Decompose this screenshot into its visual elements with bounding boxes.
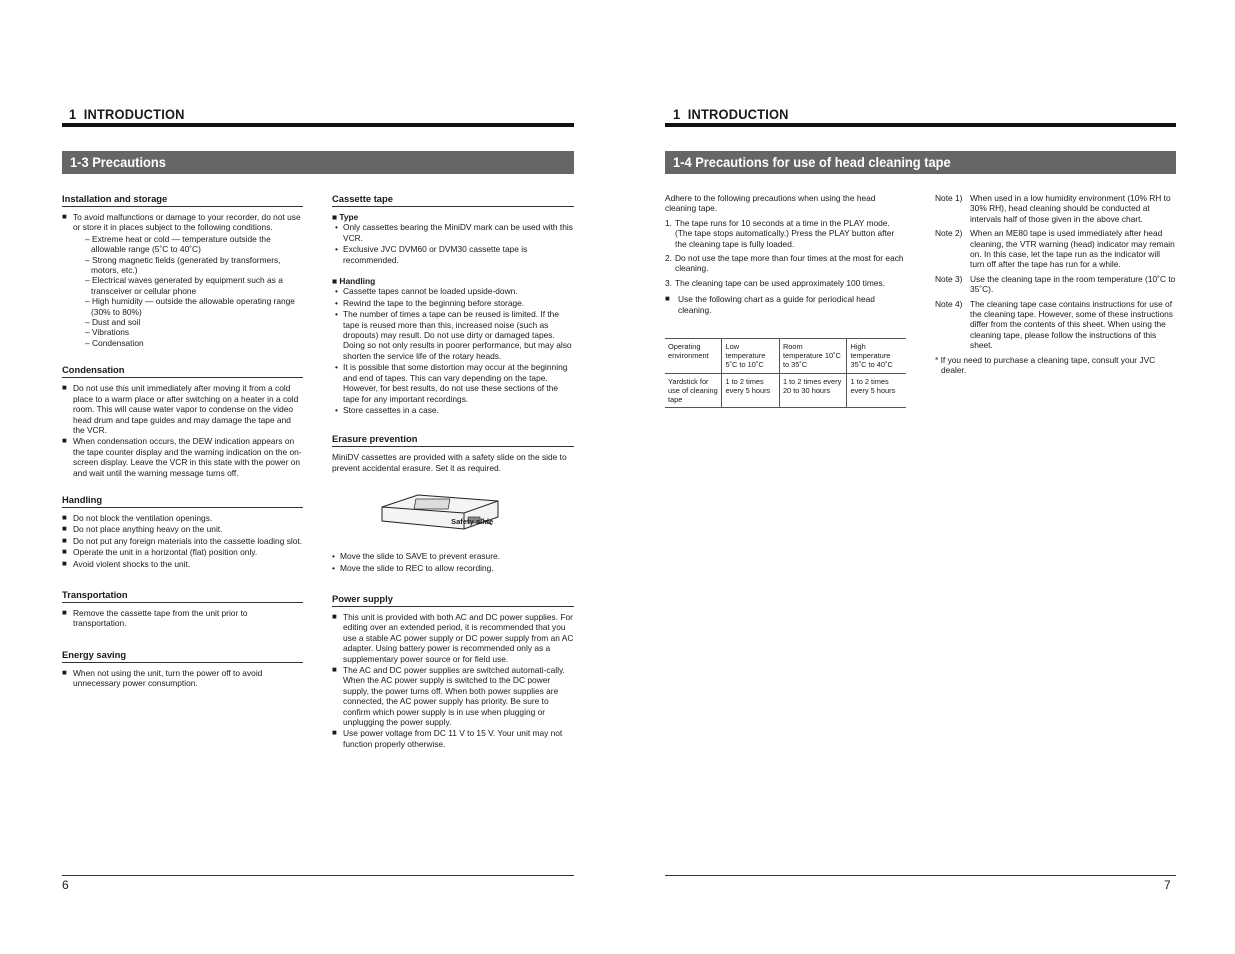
list-item: – Extreme heat or cold — temperature outside the allowable range (5˚C to 40˚C) [85, 233, 271, 255]
list-item: • Cassette tapes cannot be loaded upside-down. [332, 286, 574, 296]
list-item: ■ The AC and DC power supplies are switched automati-cally. When the AC power supply is switched to the DC power supply, the power turns off. When both power supplies are connected, the AC power supply has priority. Be sure to confirm which power supply is in use when plugging or unplugging the power supply. [332, 664, 565, 727]
square-bullet-icon: ■ [62, 212, 67, 221]
list-item: – Condensation [85, 337, 144, 348]
list-item: ■ Avoid violent shocks to the unit. [62, 558, 191, 569]
list-item: ■ When condensation occurs, the DEW indication appears on the tape counter display and the warning indication on the on-screen display. Leave the VCR in this state with the power on and wait until the warning message turns off. [62, 436, 302, 478]
erasure-section [332, 433, 574, 573]
installation-section [62, 193, 303, 348]
numbered-item: 2. Do not use the tape more than four times at the most for each cleaning. [665, 253, 904, 274]
bullet-icon: • [335, 222, 338, 233]
list-item: – Electrical waves generated by equipment such as a transceiver or cellular phone [85, 275, 283, 296]
chapter-rule-left [62, 123, 574, 127]
list-item: ■ Do not use this unit immediately after moving it from a cold place to a warm place or after switching on a heater in a cold room. This will cause water vapor to condense on the video head drum and tape guides and may damage the tape and the VCR. [62, 383, 299, 435]
bullet-icon: • [335, 362, 338, 373]
square-bullet-icon: ■ [332, 728, 337, 738]
bullet-icon: • [335, 404, 338, 415]
square-bullet-icon: ■ [665, 294, 670, 304]
list-item: ■ This unit is provided with both AC and DC power supplies. For editing over an extended period, it is recommended that you use a stable AC power supply or DC power supply from an AC adapter. Using battery power is recommended only as a supplementary power source or for field use. [332, 611, 574, 664]
erasure-text: MiniDV cassettes are provided with a safety slide on the side to prevent accidental erasure. Set it as required. [332, 452, 567, 473]
list-item: – High humidity — outside the allowable operating range (30% to 80%) [85, 296, 295, 317]
chapter-heading-right [673, 106, 789, 122]
list-item: – Vibrations [85, 327, 130, 338]
table-cell: Room temperature 10˚C to 35˚C [779, 339, 847, 374]
square-bullet-icon: ■ [62, 607, 67, 617]
left-column-1 [62, 193, 303, 690]
bullet-icon: • [335, 244, 338, 255]
section-heading: Erasure prevention [332, 433, 574, 447]
square-bullet-icon: ■ [62, 524, 67, 534]
page-number-left: 6 [62, 878, 69, 892]
chapter-number: 1 [69, 106, 77, 122]
transportation-section [62, 589, 303, 629]
note-item: Note 2) When an ME80 tape is used immediately after head cleaning, the VTR warning (head) indicator may remain on. In this case, let the tape run as the indicator will turn off after the tape has run for a while. [935, 228, 1175, 270]
numbered-item: 1. The tape runs for 10 seconds at a time in the PLAY mode. (The tape stops automatically.) Press the PLAY button after the cleaning tape is fully loaded. [665, 217, 895, 249]
subheading: ■ Type [332, 212, 359, 222]
list-item: ■ When not using the unit, turn the power off to avoid unnecessary power consumption. [62, 667, 263, 689]
list-item: • Move the slide to REC to allow recording. [332, 562, 494, 573]
footer-rule-right [665, 875, 1176, 876]
table-cell: Operating environment [665, 339, 722, 374]
list-item: ■ Do not put any foreign materials into the cassette loading slot. [62, 535, 303, 546]
chapter-title: INTRODUCTION [687, 106, 789, 122]
square-bullet-icon: ■ [62, 547, 67, 557]
list-item: ■ Do not block the ventilation openings. [62, 512, 213, 523]
chapter-number: 1 [673, 106, 681, 122]
list-item: – Dust and soil [85, 317, 141, 328]
section-heading: Transportation [62, 589, 303, 603]
right-column-1 [665, 193, 908, 316]
note-item: Note 4) The cleaning tape case contains instructions for use of the cleaning tape. However, some of these instructions differ from the contents of this sheet. When using the cleaning tape, please follow the instructions of this sheet. [935, 298, 1173, 351]
list-item: • Store cassettes in a case. [332, 405, 574, 415]
square-bullet-icon: ■ [62, 667, 67, 677]
section-band-right [665, 151, 1176, 174]
square-bullet-icon: ■ [332, 212, 340, 222]
section-heading: Power supply [332, 593, 574, 607]
numbered-item: 3. The cleaning tape can be used approximately 100 times. [665, 277, 885, 288]
chapter-heading-left [69, 106, 185, 122]
list-item: ■ Operate the unit in a horizontal (flat) position only. [62, 547, 258, 558]
safety-slide-label: Safety slide [451, 517, 494, 527]
list-item: – Strong magnetic fields (generated by transformers, motors, etc.) [85, 254, 281, 276]
list-item: ■ Do not place anything heavy on the unit. [62, 524, 223, 535]
cassette-section [332, 193, 574, 415]
table-row [665, 339, 906, 374]
chart-note: ■ Use the following chart as a guide for periodical head cleaning. [665, 294, 875, 315]
table-cell: Yardstick for use of cleaning tape [665, 373, 722, 408]
handling-section [62, 494, 303, 569]
bullet-icon: • [335, 309, 338, 320]
right-column-2 [935, 193, 1176, 376]
square-bullet-icon: ■ [332, 611, 337, 621]
list-item: • Move the slide to SAVE to prevent erasure. [332, 551, 500, 562]
section-heading: Condensation [62, 364, 303, 378]
square-bullet-icon: ■ [332, 664, 337, 674]
page-number-right: 7 [1164, 878, 1171, 892]
list-item: ■ Use power voltage from DC 11 V to 15 V. Your unit may not function properly otherwise. [332, 728, 563, 749]
section-band-left [62, 151, 574, 174]
list-item: • Exclusive JVC DVM60 or DVM30 cassette tape is recommended. [332, 244, 574, 265]
square-bullet-icon: ■ [62, 383, 67, 393]
chapter-title: INTRODUCTION [83, 106, 185, 122]
table-row [665, 373, 906, 408]
section-heading: Handling [62, 494, 303, 508]
table-cell: Low temperature 5˚C to 10˚C [722, 339, 779, 374]
list-item: ■ Remove the cassette tape from the unit prior to transportation. [62, 607, 248, 629]
table-cell: 1 to 2 times every 5 hours [847, 373, 906, 408]
condensation-section [62, 364, 303, 478]
list-item: • The number of times a tape can be reused is limited. If the tape is reused more than this, increased noise (such as dropouts) may result. Do not use dirty or damaged tapes. Doing so not only results in poorer performance, but may also shorten the service life of the rotary heads. [332, 309, 574, 361]
square-bullet-icon: ■ [62, 535, 67, 545]
note-item: Note 3) Use the cleaning tape in the room temperature (10˚C to 35˚C). [935, 273, 1176, 295]
chapter-rule-right [665, 123, 1176, 127]
footer-rule-left [62, 875, 574, 876]
bullet-icon: • [335, 297, 338, 308]
list-item: ■ To avoid malfunctions or damage to your recorder, do not use or store it in places subject to the following conditions. [62, 212, 301, 233]
energy-saving-section [62, 649, 303, 689]
table-cell: 1 to 2 times every 5 hours [722, 373, 779, 408]
table-cell: High temperature 35˚C to 40˚C [847, 339, 906, 374]
section-heading: Energy saving [62, 649, 303, 663]
section-title: 1-4 Precautions for use of head cleaning tape [673, 154, 951, 170]
section-title: 1-3 Precautions [70, 154, 166, 170]
dash-list [62, 234, 303, 348]
note-item: Note 1) When used in a low humidity environment (10% RH to 30% RH), head cleaning should be conducted at intervals half of those given in the above chart. [935, 193, 1171, 224]
subheading: ■ Handling [332, 276, 376, 287]
intro-text: Adhere to the following precautions when using the head cleaning tape. [665, 193, 876, 214]
bullet-icon: • [332, 551, 335, 562]
square-bullet-icon: ■ [62, 558, 67, 568]
section-heading: Installation and storage [62, 193, 303, 207]
square-bullet-icon: ■ [62, 436, 67, 446]
footnote: * If you need to purchase a cleaning tape, consult your JVC dealer. [935, 354, 1156, 376]
table-cell: 1 to 2 times every 20 to 30 hours [779, 373, 847, 408]
cassette-illustration [378, 487, 508, 537]
cleaning-chart-table [665, 338, 906, 408]
square-bullet-icon: ■ [62, 512, 67, 522]
list-item: • It is possible that some distortion may occur at the beginning and end of tapes. This can vary depending on the tape. However, for best results, do not use these sections of the tape for any important recordings. [332, 362, 574, 404]
section-heading: Cassette tape [332, 193, 574, 207]
bullet-icon: • [335, 286, 338, 297]
square-bullet-icon: ■ [332, 276, 340, 287]
cassette-figure [332, 479, 574, 551]
list-item: • Rewind the tape to the beginning before storage. [332, 298, 574, 308]
list-item: • Only cassettes bearing the MiniDV mark can be used with this VCR. [332, 222, 574, 243]
power-supply-section [332, 593, 574, 749]
bullet-icon: • [332, 562, 335, 573]
left-column-2 [332, 193, 574, 750]
